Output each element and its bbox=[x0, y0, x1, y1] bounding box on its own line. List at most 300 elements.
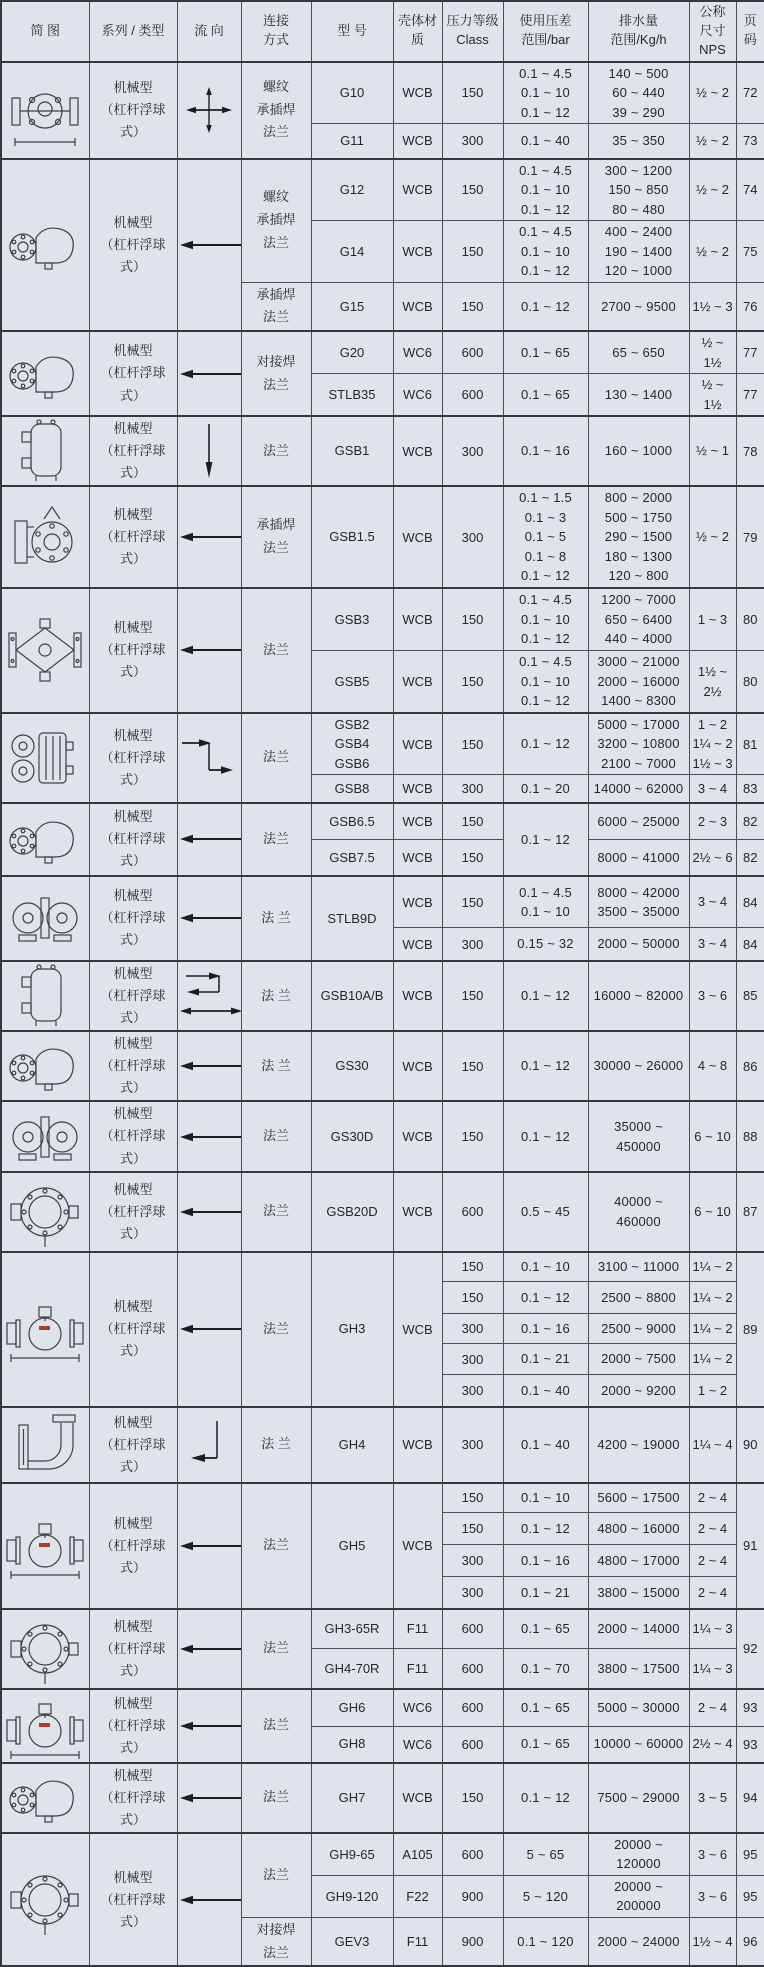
page-cell: 75 bbox=[736, 221, 764, 283]
flow-direction-icon bbox=[180, 424, 239, 478]
class-cell: 600 bbox=[442, 1689, 503, 1727]
capacity-cell: 4800 ~ 17000 bbox=[588, 1545, 689, 1577]
table-row bbox=[1, 416, 764, 486]
nps-cell: 2 ~ 4 bbox=[689, 1689, 736, 1727]
flow-cell bbox=[177, 803, 241, 876]
dp-cell: 5 ~ 65 bbox=[503, 1833, 588, 1876]
table-row bbox=[1, 331, 764, 374]
capacity-cell: 3800 ~ 17500 bbox=[588, 1649, 689, 1689]
flow-direction-icon bbox=[180, 529, 239, 545]
series-cell: 机械型 （杠杆浮球式） bbox=[89, 1483, 177, 1609]
capacity-cell: 300 ~ 1200 150 ~ 850 80 ~ 480 bbox=[588, 159, 689, 221]
series-cell: 机械型 （杠杆浮球式） bbox=[89, 1172, 177, 1252]
material-cell: WCB bbox=[393, 803, 442, 840]
model-cell: GSB5 bbox=[311, 651, 393, 713]
product-sketch bbox=[1, 876, 89, 961]
table-row bbox=[1, 713, 764, 775]
steam-trap-drawing-icon bbox=[4, 1409, 87, 1481]
model-cell: GH4-70R bbox=[311, 1649, 393, 1689]
capacity-cell: 14000 ~ 62000 bbox=[588, 775, 689, 803]
capacity-cell: 5600 ~ 17500 bbox=[588, 1483, 689, 1513]
header-class: 压力等级 Class bbox=[442, 1, 503, 62]
flow-direction-icon bbox=[180, 1718, 239, 1734]
class-cell: 150 bbox=[442, 1483, 503, 1513]
dp-cell: 0.1 ~ 40 bbox=[503, 124, 588, 159]
capacity-cell: 2000 ~ 7500 bbox=[588, 1344, 689, 1375]
dp-cell: 0.1 ~ 65 bbox=[503, 331, 588, 374]
connection-cell: 法兰 bbox=[241, 1609, 311, 1689]
class-cell: 300 bbox=[442, 486, 503, 588]
capacity-cell: 10000 ~ 60000 bbox=[588, 1726, 689, 1762]
model-cell: GH9-120 bbox=[311, 1875, 393, 1917]
model-cell: GSB3 bbox=[311, 588, 393, 651]
header-flow: 流 向 bbox=[177, 1, 241, 62]
model-cell: GSB1.5 bbox=[311, 486, 393, 588]
connection-cell: 法 兰 bbox=[241, 961, 311, 1031]
connection-cell: 对接焊 法兰 bbox=[241, 1917, 311, 1966]
capacity-cell: 5000 ~ 30000 bbox=[588, 1689, 689, 1727]
nps-cell: 2½ ~ 6 bbox=[689, 840, 736, 876]
flow-direction-icon bbox=[180, 970, 239, 1022]
dp-cell: 0.1 ~ 21 bbox=[503, 1344, 588, 1375]
model-cell: GH4 bbox=[311, 1407, 393, 1483]
class-cell: 150 bbox=[442, 1101, 503, 1171]
connection-cell: 法兰 bbox=[241, 713, 311, 803]
class-cell: 600 bbox=[442, 1833, 503, 1876]
steam-trap-drawing-icon bbox=[4, 1174, 87, 1250]
material-cell: WCB bbox=[393, 1101, 442, 1171]
connection-cell: 法兰 bbox=[241, 1689, 311, 1763]
table-row bbox=[1, 62, 764, 124]
dp-cell: 0.1 ~ 16 bbox=[503, 1314, 588, 1344]
capacity-cell: 65 ~ 650 bbox=[588, 331, 689, 374]
flow-direction-icon bbox=[180, 735, 239, 781]
series-cell: 机械型 （杠杆浮球式） bbox=[89, 159, 177, 332]
product-sketch bbox=[1, 1689, 89, 1763]
nps-cell: 2 ~ 4 bbox=[689, 1483, 736, 1513]
nps-cell: 3 ~ 6 bbox=[689, 1833, 736, 1876]
class-cell: 300 bbox=[442, 1577, 503, 1609]
model-cell: GH5 bbox=[311, 1483, 393, 1609]
class-cell: 300 bbox=[442, 775, 503, 803]
nps-cell: ½ ~ 2 bbox=[689, 159, 736, 221]
dp-cell: 0.1 ~ 12 bbox=[503, 1763, 588, 1833]
product-sketch bbox=[1, 159, 89, 332]
flow-cell bbox=[177, 1101, 241, 1171]
nps-cell: 1 ~ 3 bbox=[689, 588, 736, 651]
page-cell: 95 bbox=[736, 1875, 764, 1917]
flow-cell bbox=[177, 1031, 241, 1101]
capacity-cell: 130 ~ 1400 bbox=[588, 374, 689, 417]
material-cell: WCB bbox=[393, 416, 442, 486]
dp-cell: 0.5 ~ 45 bbox=[503, 1172, 588, 1252]
capacity-cell: 35 ~ 350 bbox=[588, 124, 689, 159]
steam-trap-drawing-icon bbox=[4, 1294, 87, 1364]
nps-cell: 2 ~ 3 bbox=[689, 803, 736, 840]
class-cell: 150 bbox=[442, 159, 503, 221]
material-cell: F11 bbox=[393, 1917, 442, 1966]
table-row bbox=[1, 1252, 764, 1282]
page-cell: 94 bbox=[736, 1763, 764, 1833]
class-cell: 150 bbox=[442, 62, 503, 124]
material-cell: F22 bbox=[393, 1875, 442, 1917]
nps-cell: 1¼ ~ 2 bbox=[689, 1282, 736, 1314]
page-cell: 86 bbox=[736, 1031, 764, 1101]
nps-cell: ½ ~ 2 bbox=[689, 221, 736, 283]
flow-cell bbox=[177, 876, 241, 961]
nps-cell: 1½ ~ 2½ bbox=[689, 651, 736, 713]
model-cell: GSB7.5 bbox=[311, 840, 393, 876]
page-cell: 88 bbox=[736, 1101, 764, 1171]
header-material: 壳体材 质 bbox=[393, 1, 442, 62]
series-cell: 机械型 （杠杆浮球式） bbox=[89, 713, 177, 803]
class-cell: 300 bbox=[442, 416, 503, 486]
header-connection: 连接 方式 bbox=[241, 1, 311, 62]
connection-cell: 法兰 bbox=[241, 1833, 311, 1918]
dp-cell: 0.1 ~ 10 bbox=[503, 1252, 588, 1282]
flow-direction-icon bbox=[180, 1419, 239, 1471]
page-cell: 85 bbox=[736, 961, 764, 1031]
connection-cell: 对接焊 法兰 bbox=[241, 331, 311, 416]
page-cell: 93 bbox=[736, 1726, 764, 1762]
page-cell: 93 bbox=[736, 1689, 764, 1727]
page-cell: 76 bbox=[736, 282, 764, 331]
material-cell: WCB bbox=[393, 282, 442, 331]
nps-cell: ½ ~ 1½ bbox=[689, 331, 736, 374]
connection-cell: 承插焊 法兰 bbox=[241, 486, 311, 588]
class-cell: 600 bbox=[442, 331, 503, 374]
material-cell: WCB bbox=[393, 651, 442, 713]
nps-cell: 6 ~ 10 bbox=[689, 1101, 736, 1171]
dp-cell: 0.1 ~ 70 bbox=[503, 1649, 588, 1689]
flow-cell bbox=[177, 1483, 241, 1609]
table-row bbox=[1, 876, 764, 928]
steam-trap-drawing-icon bbox=[4, 501, 87, 573]
material-cell: WCB bbox=[393, 713, 442, 775]
nps-cell: 3 ~ 6 bbox=[689, 1875, 736, 1917]
flow-cell bbox=[177, 1407, 241, 1483]
series-cell: 机械型 （杠杆浮球式） bbox=[89, 486, 177, 588]
material-cell: WCB bbox=[393, 1763, 442, 1833]
page-cell: 77 bbox=[736, 374, 764, 417]
series-cell: 机械型 （杠杆浮球式） bbox=[89, 1407, 177, 1483]
series-cell: 机械型 （杠杆浮球式） bbox=[89, 62, 177, 159]
class-cell: 900 bbox=[442, 1917, 503, 1966]
connection-cell: 法 兰 bbox=[241, 876, 311, 961]
nps-cell: 2½ ~ 4 bbox=[689, 1726, 736, 1762]
dp-cell: 0.1 ~ 12 bbox=[503, 803, 588, 876]
table-row bbox=[1, 1172, 764, 1252]
flow-cell bbox=[177, 159, 241, 332]
page-cell: 89 bbox=[736, 1252, 764, 1407]
dp-cell: 0.1 ~ 12 bbox=[503, 713, 588, 775]
header-row bbox=[1, 1, 764, 62]
series-cell: 机械型 （杠杆浮球式） bbox=[89, 803, 177, 876]
flow-cell bbox=[177, 961, 241, 1031]
model-cell: GH6 bbox=[311, 1689, 393, 1727]
connection-cell: 法 兰 bbox=[241, 1407, 311, 1483]
material-cell: WCB bbox=[393, 588, 442, 651]
nps-cell: 1¼ ~ 2 bbox=[689, 1314, 736, 1344]
capacity-cell: 800 ~ 2000 500 ~ 1750 290 ~ 1500 180 ~ 1300 120 ~ 800 bbox=[588, 486, 689, 588]
capacity-cell: 30000 ~ 26000 bbox=[588, 1031, 689, 1101]
capacity-cell: 8000 ~ 42000 3500 ~ 35000 bbox=[588, 876, 689, 928]
page-cell: 81 bbox=[736, 713, 764, 775]
model-cell: GH3-65R bbox=[311, 1609, 393, 1649]
series-cell: 机械型 （杠杆浮球式） bbox=[89, 416, 177, 486]
steam-trap-drawing-icon bbox=[4, 963, 87, 1029]
flow-direction-icon bbox=[180, 1892, 239, 1908]
steam-trap-drawing-icon bbox=[4, 1108, 87, 1166]
material-cell: A105 bbox=[393, 1833, 442, 1876]
header-dp-range: 使用压差 范围/bar bbox=[503, 1, 588, 62]
steam-trap-drawing-icon bbox=[4, 1691, 87, 1761]
page-cell: 82 bbox=[736, 840, 764, 876]
model-cell: STLB35 bbox=[311, 374, 393, 417]
connection-cell: 法兰 bbox=[241, 416, 311, 486]
product-sketch bbox=[1, 1763, 89, 1833]
product-sketch bbox=[1, 62, 89, 159]
series-cell: 机械型 （杠杆浮球式） bbox=[89, 876, 177, 961]
page-cell: 78 bbox=[736, 416, 764, 486]
header-sketch: 简 图 bbox=[1, 1, 89, 62]
dp-cell: 0.1 ~ 12 bbox=[503, 282, 588, 331]
page-cell: 83 bbox=[736, 775, 764, 803]
capacity-cell: 4800 ~ 16000 bbox=[588, 1513, 689, 1545]
capacity-cell: 40000 ~ 460000 bbox=[588, 1172, 689, 1252]
material-cell: WCB bbox=[393, 961, 442, 1031]
dp-cell: 0.1 ~ 20 bbox=[503, 775, 588, 803]
product-sketch bbox=[1, 1031, 89, 1101]
series-cell: 机械型 （杠杆浮球式） bbox=[89, 331, 177, 416]
class-cell: 300 bbox=[442, 928, 503, 961]
flow-cell bbox=[177, 416, 241, 486]
flow-direction-icon bbox=[180, 642, 239, 658]
table-row bbox=[1, 486, 764, 588]
dp-cell: 0.1 ~ 65 bbox=[503, 1726, 588, 1762]
flow-direction-icon bbox=[180, 1641, 239, 1657]
material-cell: WCB bbox=[393, 1483, 442, 1609]
steam-trap-drawing-icon bbox=[4, 343, 87, 405]
page-cell: 74 bbox=[736, 159, 764, 221]
model-cell: G12 bbox=[311, 159, 393, 221]
capacity-cell: 8000 ~ 41000 bbox=[588, 840, 689, 876]
flow-direction-icon bbox=[180, 1790, 239, 1806]
page-cell: 95 bbox=[736, 1833, 764, 1876]
connection-cell: 法兰 bbox=[241, 1763, 311, 1833]
steam-trap-drawing-icon bbox=[4, 615, 87, 685]
series-cell: 机械型 （杠杆浮球式） bbox=[89, 1609, 177, 1689]
page-cell: 82 bbox=[736, 803, 764, 840]
header-nps: 公称 尺寸 NPS bbox=[689, 1, 736, 62]
flow-cell bbox=[177, 62, 241, 159]
page-cell: 84 bbox=[736, 928, 764, 961]
dp-cell: 0.15 ~ 32 bbox=[503, 928, 588, 961]
nps-cell: 1¼ ~ 3 bbox=[689, 1649, 736, 1689]
nps-cell: 6 ~ 10 bbox=[689, 1172, 736, 1252]
flow-direction-icon bbox=[180, 910, 239, 926]
steam-trap-drawing-icon bbox=[4, 808, 87, 870]
connection-cell: 法 兰 bbox=[241, 1031, 311, 1101]
class-cell: 600 bbox=[442, 1649, 503, 1689]
material-cell: WCB bbox=[393, 775, 442, 803]
class-cell: 600 bbox=[442, 1726, 503, 1762]
material-cell: F11 bbox=[393, 1649, 442, 1689]
material-cell: WC6 bbox=[393, 374, 442, 417]
table-row bbox=[1, 1763, 764, 1833]
series-cell: 机械型 （杠杆浮球式） bbox=[89, 1101, 177, 1171]
material-cell: WC6 bbox=[393, 1689, 442, 1727]
dp-cell: 0.1 ~ 12 bbox=[503, 1282, 588, 1314]
product-sketch bbox=[1, 713, 89, 803]
header-model: 型 号 bbox=[311, 1, 393, 62]
class-cell: 600 bbox=[442, 1172, 503, 1252]
steam-trap-drawing-icon bbox=[4, 214, 87, 276]
dp-cell: 0.1 ~ 21 bbox=[503, 1577, 588, 1609]
nps-cell: ½ ~ 2 bbox=[689, 486, 736, 588]
model-cell: GH3 bbox=[311, 1252, 393, 1407]
dp-cell: 0.1 ~ 10 bbox=[503, 1483, 588, 1513]
header-series: 系列 / 类型 bbox=[89, 1, 177, 62]
nps-cell: 1½ ~ 3 bbox=[689, 282, 736, 331]
series-cell: 机械型 （杠杆浮球式） bbox=[89, 1689, 177, 1763]
nps-cell: 3 ~ 4 bbox=[689, 928, 736, 961]
material-cell: WCB bbox=[393, 62, 442, 124]
material-cell: WCB bbox=[393, 221, 442, 283]
steam-trap-drawing-icon bbox=[4, 1611, 87, 1687]
model-cell: GSB6.5 bbox=[311, 803, 393, 840]
page-cell: 92 bbox=[736, 1609, 764, 1689]
flow-direction-icon bbox=[180, 237, 239, 253]
nps-cell: 3 ~ 4 bbox=[689, 775, 736, 803]
class-cell: 150 bbox=[442, 588, 503, 651]
product-sketch bbox=[1, 588, 89, 713]
product-sketch bbox=[1, 331, 89, 416]
dp-cell: 5 ~ 120 bbox=[503, 1875, 588, 1917]
nps-cell: 1¼ ~ 4 bbox=[689, 1407, 736, 1483]
series-cell: 机械型 （杠杆浮球式） bbox=[89, 1252, 177, 1407]
steam-trap-drawing-icon bbox=[4, 726, 87, 790]
capacity-cell: 16000 ~ 82000 bbox=[588, 961, 689, 1031]
flow-direction-icon bbox=[180, 1321, 239, 1337]
nps-cell: 2 ~ 4 bbox=[689, 1513, 736, 1545]
nps-cell: 1½ ~ 4 bbox=[689, 1917, 736, 1966]
flow-cell bbox=[177, 1252, 241, 1407]
material-cell: WCB bbox=[393, 1407, 442, 1483]
steam-trap-drawing-icon bbox=[4, 418, 87, 484]
dp-cell: 0.1 ~ 65 bbox=[503, 1609, 588, 1649]
capacity-cell: 2000 ~ 24000 bbox=[588, 1917, 689, 1966]
class-cell: 900 bbox=[442, 1875, 503, 1917]
model-cell: GH9-65 bbox=[311, 1833, 393, 1876]
class-cell: 150 bbox=[442, 221, 503, 283]
class-cell: 150 bbox=[442, 713, 503, 775]
table-row bbox=[1, 588, 764, 651]
capacity-cell: 400 ~ 2400 190 ~ 1400 120 ~ 1000 bbox=[588, 221, 689, 283]
product-sketch bbox=[1, 1172, 89, 1252]
flow-cell bbox=[177, 1763, 241, 1833]
material-cell: WCB bbox=[393, 1031, 442, 1101]
model-cell: GSB2 GSB4 GSB6 bbox=[311, 713, 393, 775]
model-cell: GSB8 bbox=[311, 775, 393, 803]
flow-direction-icon bbox=[180, 1129, 239, 1145]
table-row bbox=[1, 159, 764, 221]
class-cell: 300 bbox=[442, 1545, 503, 1577]
flow-direction-icon bbox=[180, 831, 239, 847]
capacity-cell: 2000 ~ 14000 bbox=[588, 1609, 689, 1649]
header-capacity-range: 排水量 范围/Kg/h bbox=[588, 1, 689, 62]
steam-trap-drawing-icon bbox=[4, 1511, 87, 1581]
dp-cell: 0.1 ~ 12 bbox=[503, 961, 588, 1031]
capacity-cell: 140 ~ 500 60 ~ 440 39 ~ 290 bbox=[588, 62, 689, 124]
class-cell: 300 bbox=[442, 1375, 503, 1407]
model-cell: G20 bbox=[311, 331, 393, 374]
flow-cell bbox=[177, 713, 241, 803]
table-row bbox=[1, 961, 764, 1031]
table-row bbox=[1, 1689, 764, 1727]
flow-direction-icon bbox=[180, 1204, 239, 1220]
capacity-cell: 3000 ~ 21000 2000 ~ 16000 1400 ~ 8300 bbox=[588, 651, 689, 713]
flow-cell bbox=[177, 1609, 241, 1689]
nps-cell: ½ ~ 2 bbox=[689, 124, 736, 159]
class-cell: 300 bbox=[442, 1314, 503, 1344]
capacity-cell: 2700 ~ 9500 bbox=[588, 282, 689, 331]
nps-cell: ½ ~ 1 bbox=[689, 416, 736, 486]
capacity-cell: 5000 ~ 17000 3200 ~ 10800 2100 ~ 7000 bbox=[588, 713, 689, 775]
model-cell: G15 bbox=[311, 282, 393, 331]
dp-cell: 0.1 ~ 4.5 0.1 ~ 10 0.1 ~ 12 bbox=[503, 651, 588, 713]
dp-cell: 0.1 ~ 65 bbox=[503, 1689, 588, 1727]
series-cell: 机械型 （杠杆浮球式） bbox=[89, 1763, 177, 1833]
model-cell: STLB9D bbox=[311, 876, 393, 961]
model-cell: GSB20D bbox=[311, 1172, 393, 1252]
page-cell: 84 bbox=[736, 876, 764, 928]
capacity-cell: 3800 ~ 15000 bbox=[588, 1577, 689, 1609]
class-cell: 150 bbox=[442, 1031, 503, 1101]
dp-cell: 0.1 ~ 65 bbox=[503, 374, 588, 417]
flow-direction-icon bbox=[180, 366, 239, 382]
material-cell: WC6 bbox=[393, 1726, 442, 1762]
product-sketch bbox=[1, 1407, 89, 1483]
connection-cell: 法兰 bbox=[241, 1172, 311, 1252]
dp-cell: 0.1 ~ 40 bbox=[503, 1375, 588, 1407]
capacity-cell: 35000 ~ 450000 bbox=[588, 1101, 689, 1171]
model-cell: GS30D bbox=[311, 1101, 393, 1171]
class-cell: 300 bbox=[442, 1344, 503, 1375]
capacity-cell: 2500 ~ 8800 bbox=[588, 1282, 689, 1314]
nps-cell: 3 ~ 5 bbox=[689, 1763, 736, 1833]
model-cell: G14 bbox=[311, 221, 393, 283]
material-cell: WCB bbox=[393, 928, 442, 961]
connection-cell: 承插焊 法兰 bbox=[241, 282, 311, 331]
class-cell: 150 bbox=[442, 961, 503, 1031]
table-row bbox=[1, 803, 764, 840]
material-cell: WCB bbox=[393, 1252, 442, 1407]
model-cell: GSB1 bbox=[311, 416, 393, 486]
nps-cell: 1 ~ 2 bbox=[689, 1375, 736, 1407]
class-cell: 150 bbox=[442, 1282, 503, 1314]
class-cell: 600 bbox=[442, 1609, 503, 1649]
class-cell: 300 bbox=[442, 124, 503, 159]
connection-cell: 法兰 bbox=[241, 1483, 311, 1609]
product-sketch bbox=[1, 1101, 89, 1171]
capacity-cell: 20000 ~ 200000 bbox=[588, 1875, 689, 1917]
model-cell: GSB10A/B bbox=[311, 961, 393, 1031]
capacity-cell: 1200 ~ 7000 650 ~ 6400 440 ~ 4000 bbox=[588, 588, 689, 651]
series-cell: 机械型 （杠杆浮球式） bbox=[89, 588, 177, 713]
page-cell: 73 bbox=[736, 124, 764, 159]
series-cell: 机械型 （杠杆浮球式） bbox=[89, 961, 177, 1031]
